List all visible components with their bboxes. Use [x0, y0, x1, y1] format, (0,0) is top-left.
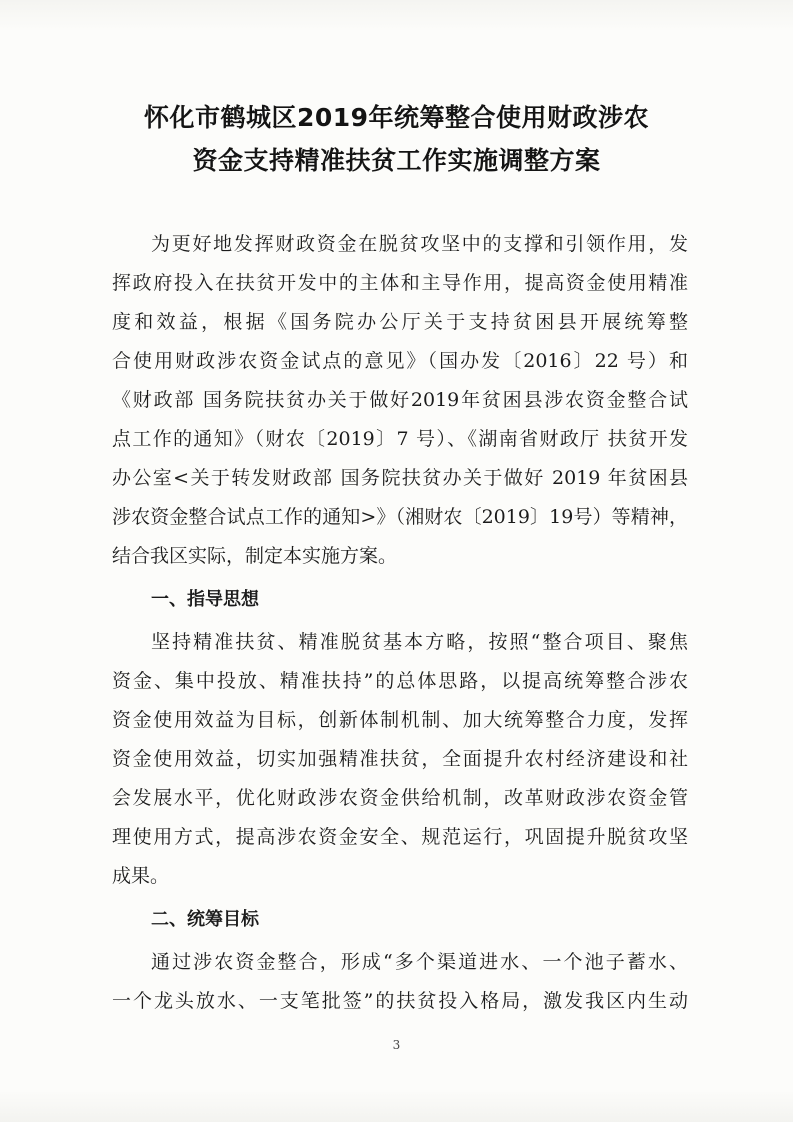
- body-paragraph-line: 为更好地发挥财政资金在脱贫攻坚中的支撑和引领作用，发: [151, 233, 688, 255]
- section-heading-coordination-goals: 二、统筹目标: [151, 909, 259, 930]
- document-title-line-1: 怀化市鹤城区2019年统筹整合使用财政涉农: [143, 103, 650, 132]
- section2-paragraph-line: 通过涉农资金整合，形成“多个渠道进水、一个池子蓄水、: [151, 951, 688, 973]
- body-paragraph-line: 《财政部 国务院扶贫办关于做好2019年贫困县涉农资金整合试: [112, 389, 688, 411]
- body-paragraph-line: 涉农资金整合试点工作的通知>》（湘财农〔2019〕19号）等精神，: [112, 506, 688, 528]
- section2-paragraph-line: 一个龙头放水、一支笔批签”的扶贫投入格局，激发我区内生动: [112, 990, 688, 1012]
- section1-paragraph-line: 资金使用效益，切实加强精准扶贫，全面提升农村经济建设和社: [112, 748, 688, 770]
- section1-paragraph-line: 会发展水平，优化财政涉农资金供给机制，改革财政涉农资金管: [112, 787, 688, 809]
- document-title-line-2: 资金支持精准扶贫工作实施调整方案: [192, 146, 601, 175]
- section1-paragraph-line: 资金使用效益为目标，创新体制机制、加大统筹整合力度，发挥: [112, 709, 688, 731]
- body-paragraph-line: 结合我区实际，制定本实施方案。: [112, 545, 398, 567]
- section1-paragraph-line: 资金、集中投放、精准扶持”的总体思路，以提高统筹整合涉农: [112, 670, 688, 692]
- body-paragraph-line: 合使用财政涉农资金试点的意见》（国办发〔2016〕22 号）和: [112, 350, 688, 372]
- body-paragraph-line: 挥政府投入在扶贫开发中的主体和主导作用，提高资金使用精准: [112, 272, 688, 294]
- section1-paragraph-line: 成果。: [112, 865, 170, 887]
- page-number: 3: [392, 1038, 401, 1052]
- body-paragraph-line: 度和效益，根据《国务院办公厅关于支持贫困县开展统筹整: [112, 311, 688, 333]
- body-paragraph-line: 办公室<关于转发财政部 国务院扶贫办关于做好 2019 年贫困县: [112, 467, 688, 489]
- section1-paragraph-line: 坚持精准扶贫、精准脱贫基本方略，按照“整合项目、聚焦: [151, 631, 688, 653]
- section1-paragraph-line: 理使用方式，提高涉农资金安全、规范运行，巩固提升脱贫攻坚: [112, 826, 688, 848]
- body-paragraph-line: 点工作的通知》（财农〔2019〕7 号）、《湖南省财政厅 扶贫开发: [112, 428, 688, 450]
- section-heading-guiding-ideology: 一、指导思想: [151, 589, 259, 610]
